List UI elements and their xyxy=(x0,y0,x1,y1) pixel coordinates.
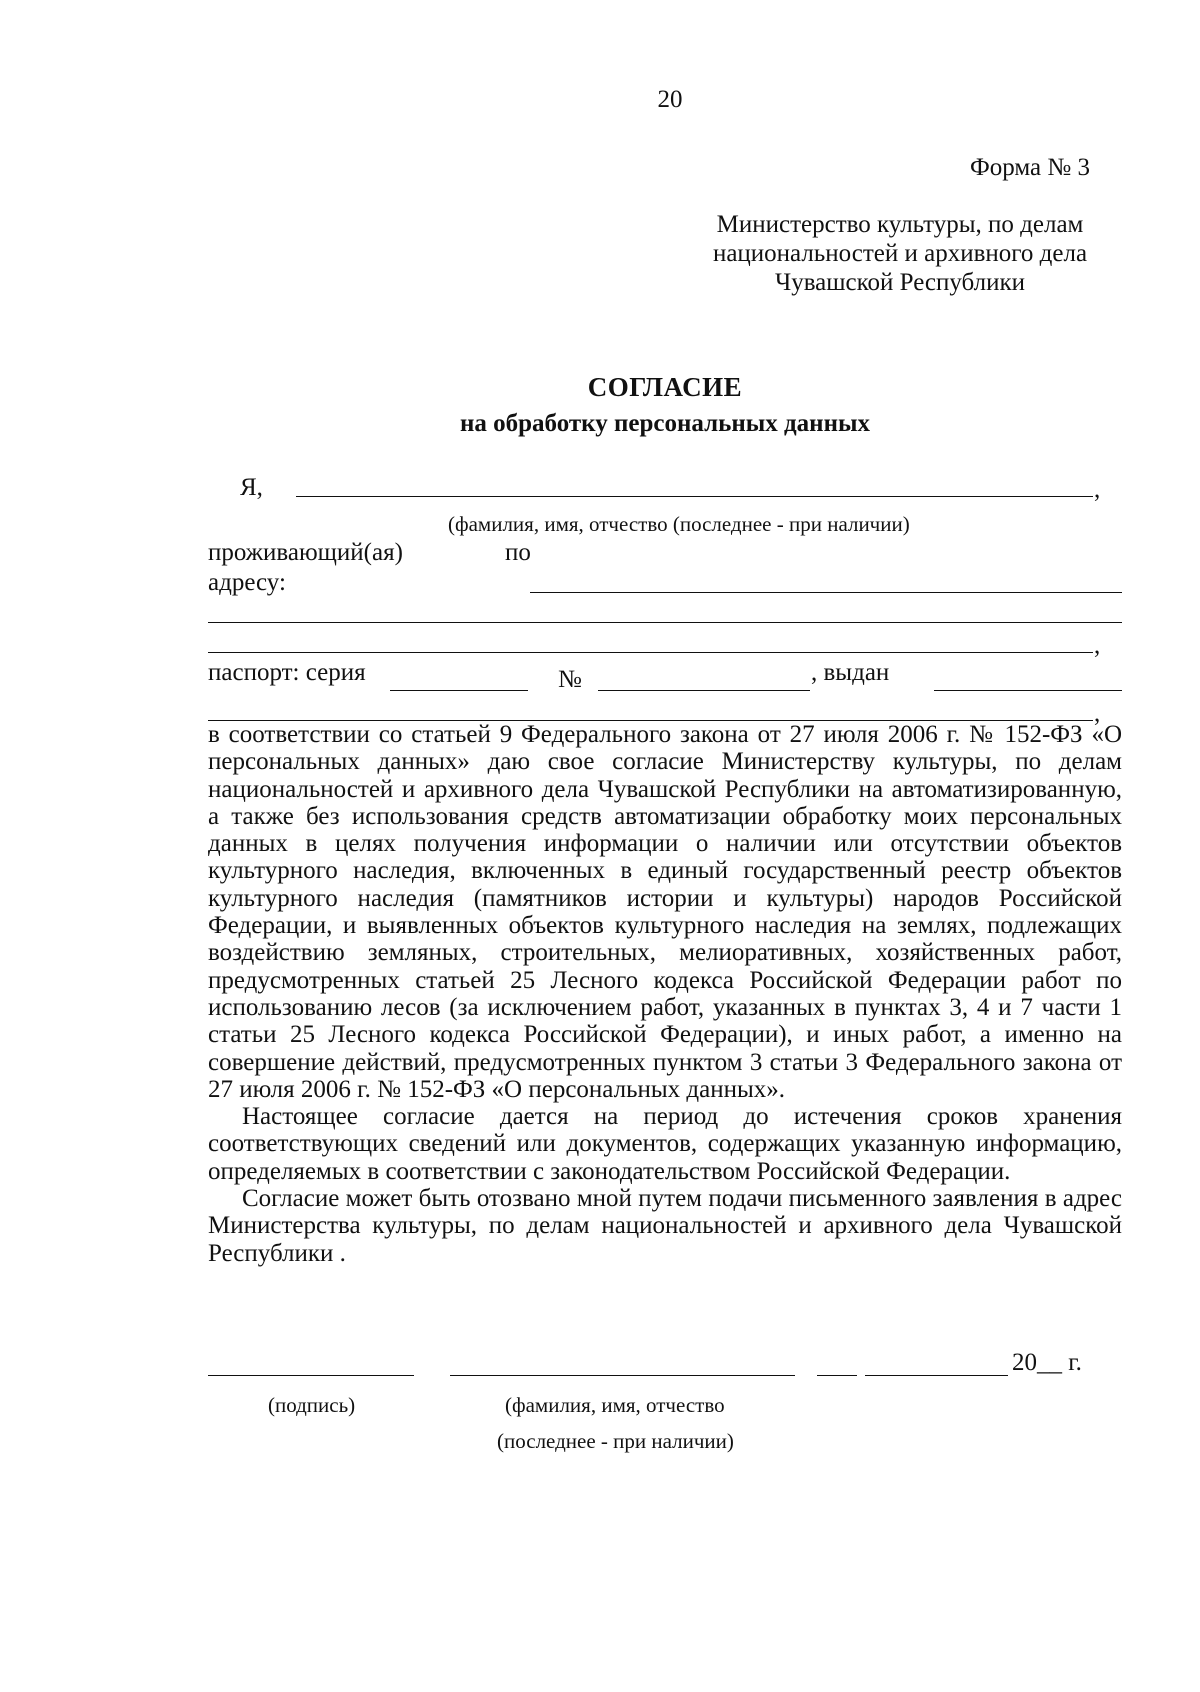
fio-comma: , xyxy=(1094,476,1101,503)
signature-line[interactable] xyxy=(208,1375,414,1376)
address-comma: , xyxy=(1094,632,1101,659)
address-label: адресу: xyxy=(208,569,286,596)
address-field-line-3[interactable] xyxy=(208,652,1093,653)
fio-field-line[interactable] xyxy=(296,496,1093,497)
document-subtitle: на обработку персональных данных xyxy=(460,410,870,437)
consent-paragraph-3: Согласие может быть отозвано мной путем подачи письменного заявления в адрес Министерства культуры, по делам национальностей и архивного дела Чувашской Республики . xyxy=(208,1185,1122,1267)
residing-label: проживающий(ая) xyxy=(208,539,403,566)
issued-comma: , xyxy=(1094,700,1101,727)
issued-by-line-1[interactable] xyxy=(934,690,1122,691)
signer-name-line[interactable] xyxy=(450,1375,795,1376)
signature-hint: (подпись) xyxy=(268,1393,356,1417)
passport-label: паспорт: серия xyxy=(208,659,366,686)
passport-series-line[interactable] xyxy=(390,690,528,691)
form-number: Форма № 3 xyxy=(970,154,1090,181)
page-number: 20 xyxy=(657,86,683,113)
address-field-line-1[interactable] xyxy=(530,592,1122,593)
day-line[interactable] xyxy=(817,1375,857,1376)
fio-hint: (фамилия, имя, отчество (последнее - при наличии) xyxy=(448,512,910,536)
i-label: Я, xyxy=(240,474,263,501)
passport-number-label: № xyxy=(558,666,582,693)
consent-paragraph-2: Настоящее согласие дается на период до истечения сроков хранения соответствующих сведений или документов, содержащих указанную информацию, определяемых в соответствии с законодательством Российской Федерации. xyxy=(208,1103,1122,1185)
consent-paragraph-1: в соответствии со статьей 9 Федерального закона от 27 июля 2006 г. № 152-ФЗ «О персональных данных» даю свое согласие Министерству культуры, по делам национальностей и архивного дела Чувашской Республики на автоматизированную, а также без использования средств автоматизации обработку моих персональных данных в целях получения информации о наличии или отсутствии объектов культурного наследия, включенных в единый государственный реестр объектов культурного наследия (памятников истории и культуры) народов Российской Федерации, и выявленных объектов культурного наследия на землях, подлежащих воздействию земляных, строительных, мелиоративных, хозяйственных работ, предусмотренных статьей 25 Лесного кодекса Российской Федерации работ по использованию лесов (за исключением работ, указанных в пунктах 3, 4 и 7 части 1 статьи 25 Лесного кодекса Российской Федерации), и иных работ, а именно на совершение действий, предусмотренных пунктом 3 статьи 3 Федерального закона от 27 июля 2006 г. № 152-ФЗ «О персональных данных». xyxy=(208,721,1122,1103)
issued-label: , выдан xyxy=(811,659,890,686)
addressee: Министерство культуры, по делам национальностей и архивного дела Чувашской Республики xyxy=(712,211,1088,296)
residing-po: по xyxy=(505,539,531,566)
document-title: СОГЛАСИЕ xyxy=(587,372,743,402)
year-label: 20__ г. xyxy=(1012,1349,1082,1376)
month-line[interactable] xyxy=(865,1375,1008,1376)
passport-number-line[interactable] xyxy=(598,690,810,691)
address-field-line-2[interactable] xyxy=(208,622,1122,623)
consent-body xyxy=(208,721,1122,1267)
signer-name-hint-2: (последнее - при наличии) xyxy=(497,1429,734,1453)
signer-name-hint-1: (фамилия, имя, отчество xyxy=(505,1393,725,1417)
